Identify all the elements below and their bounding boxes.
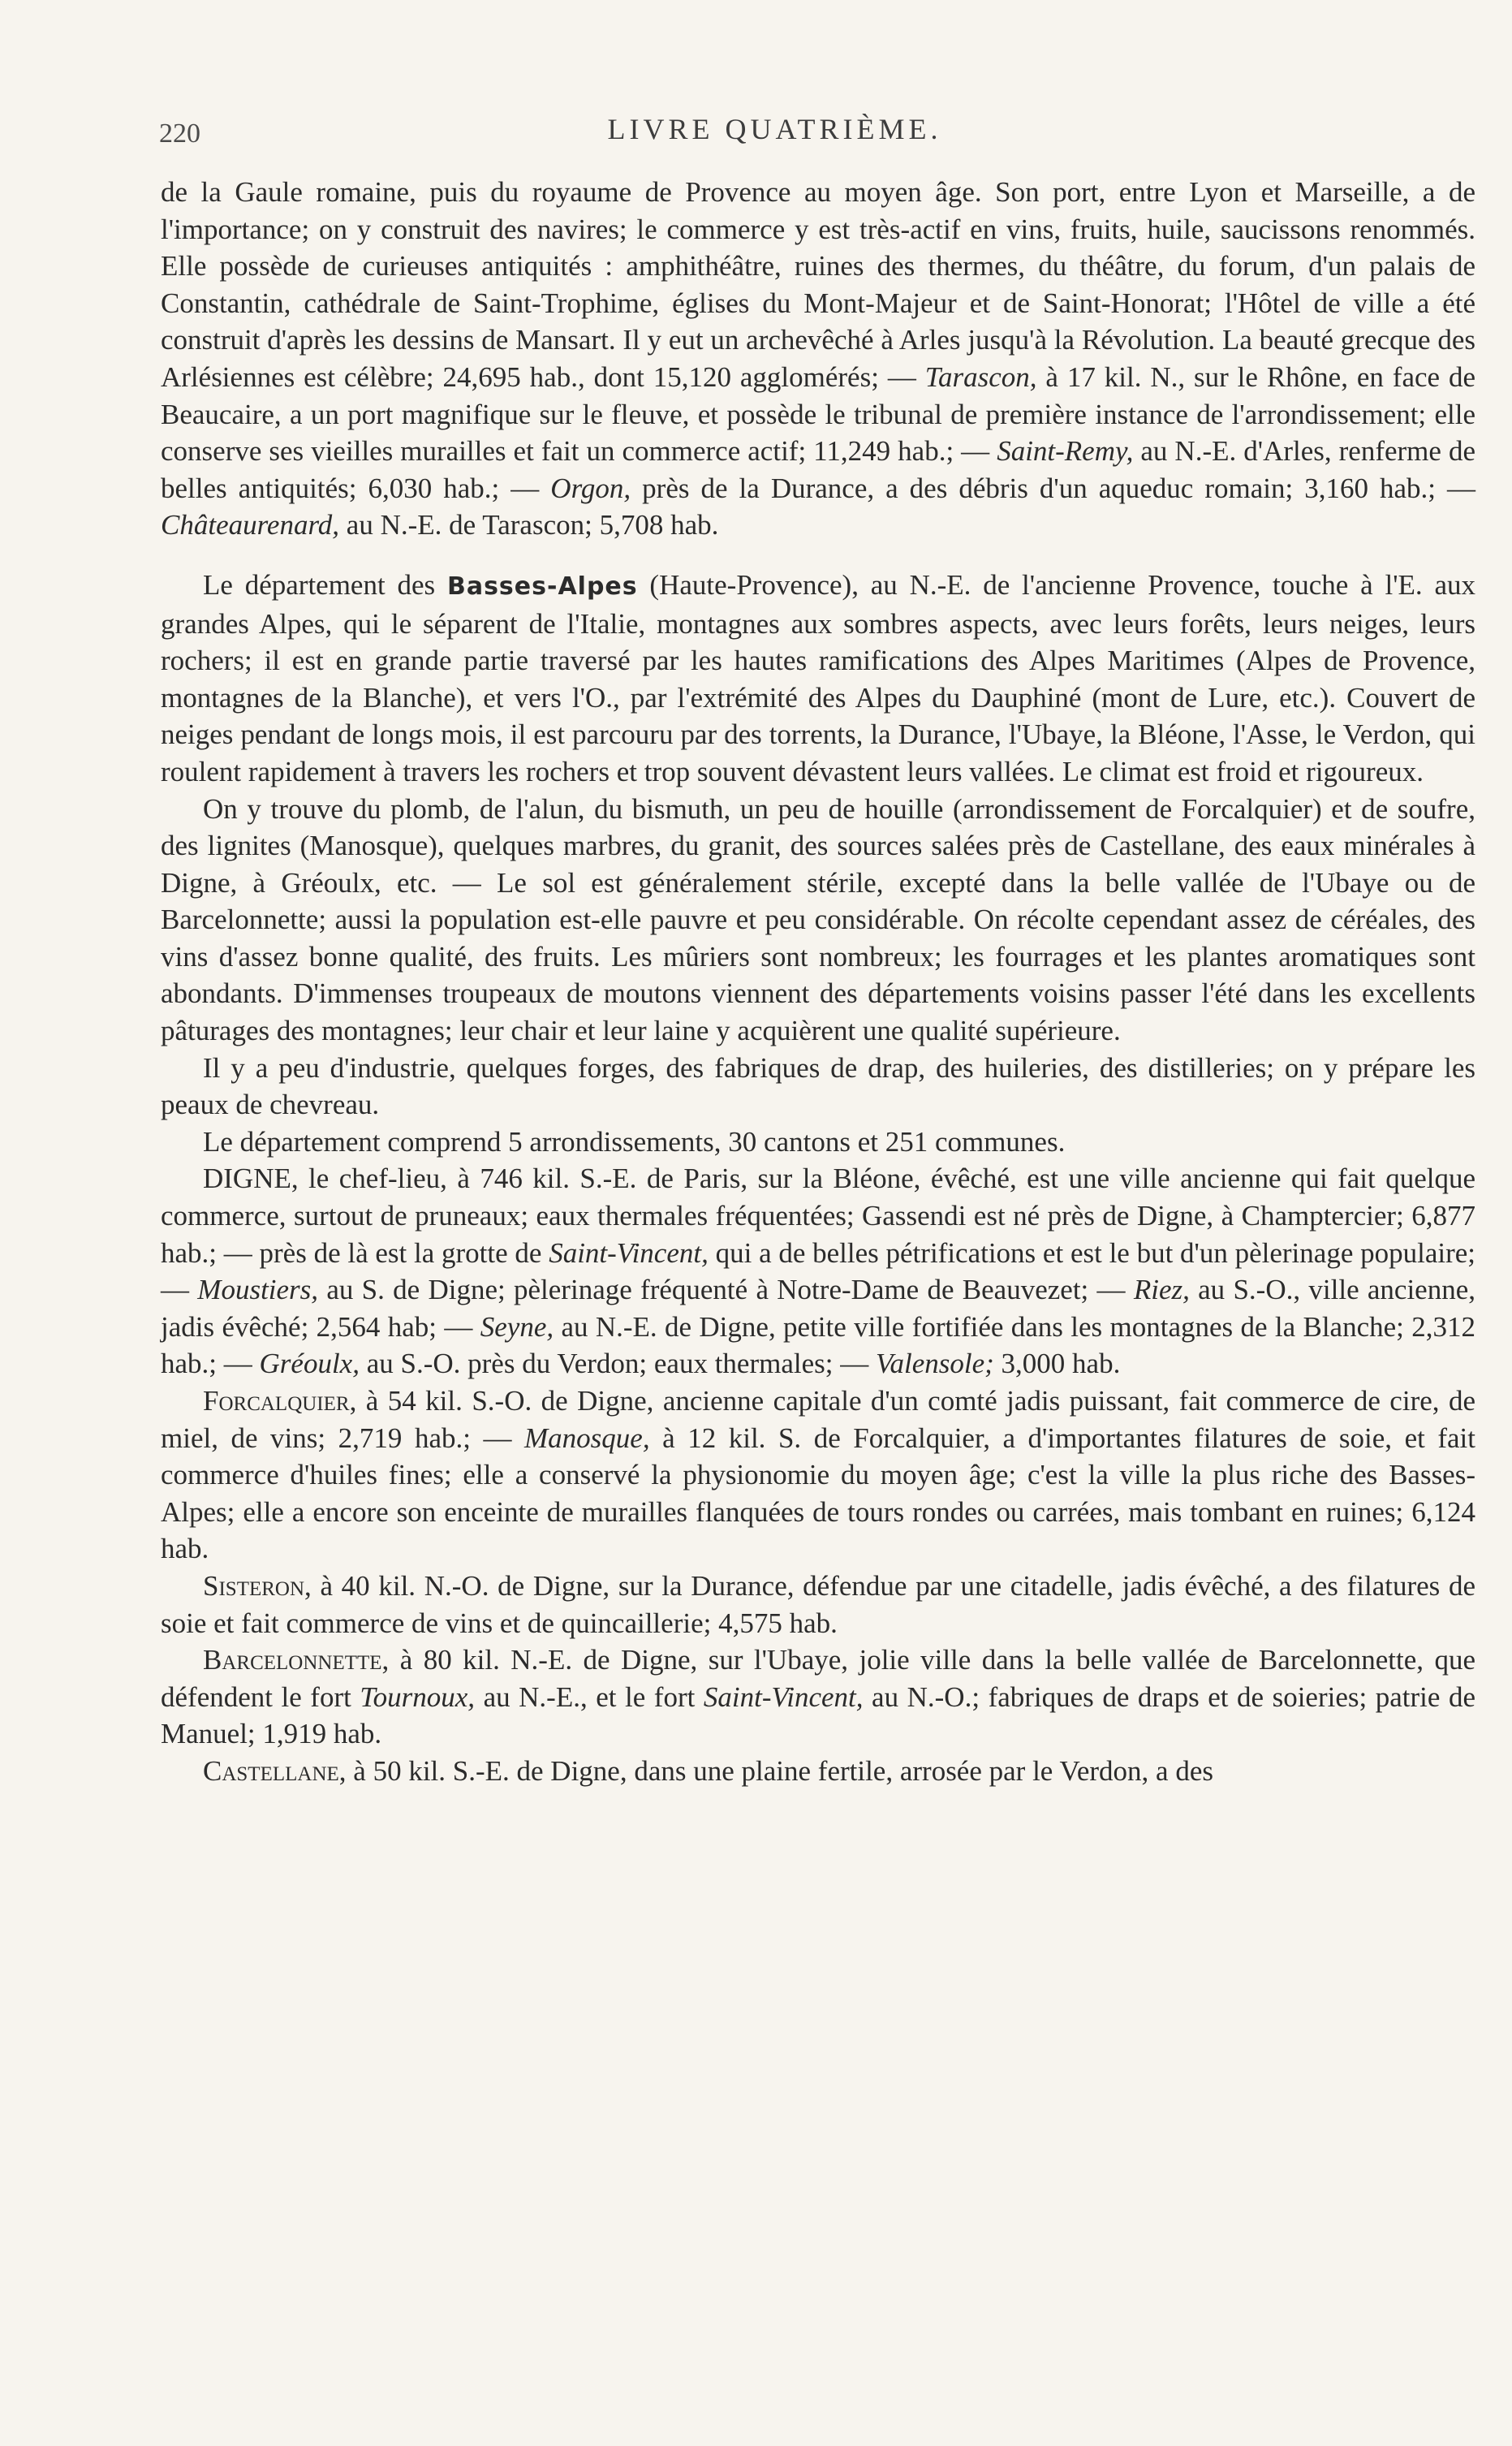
text-run: au N.-E. d'Arles, renferme de belles antiquités; 6,030 hab.; — <box>161 435 1475 504</box>
smallcaps-town-name: Sisteron <box>203 1569 305 1602</box>
paragraph <box>161 174 1475 544</box>
paragraph <box>161 1568 1475 1641</box>
italic-place-name: Saint-Vincent, <box>549 1236 709 1269</box>
paragraph <box>161 1383 1475 1568</box>
text-run: à 17 kil. N., sur le Rhône, en face de Beaucaire, a un port magnifique sur le fleuve, et possède le tribunal de première instance de l'arrondissement; elle conserve ses vieilles murailles et fait un commerce actif; 11,249 hab.; — <box>161 360 1475 468</box>
italic-place-name: Moustiers, <box>197 1274 319 1306</box>
text-run: au N.-E. de Digne, petite ville fortifiée dans les montagnes de la Blanche; 2,312 hab.; — <box>161 1310 1475 1380</box>
paragraph <box>161 791 1475 1050</box>
text-run: Le département des <box>203 568 447 601</box>
smallcaps-town-name: Castellane <box>203 1754 339 1787</box>
text-run: près de la Durance, a des débris d'un aqueduc romain; 3,160 hab.; — <box>631 472 1475 504</box>
page-header <box>159 112 1390 153</box>
italic-place-name: Tournoux, <box>360 1680 476 1713</box>
smallcaps-town-name: Barcelonnette <box>203 1644 382 1676</box>
page-number: 220 <box>159 119 200 149</box>
text-run: (Haute-Provence), au N.-E. de l'ancienne Provence, touche à l'E. aux grandes Alpes, qui le séparent de l'Italie, montagnes aux sombres aspects, avec leurs forêts, leurs neiges, leurs rochers; il est en grande partie traversé par les hautes ramifications des Alpes Maritimes (Alpes de Provence, montagnes de la Blanche), et vers l'O., par l'extrémité des Alpes du Dauphiné (mont de Lure, etc.). Couvert de neiges pendant de longs mois, il est parcouru par des torrents, la Durance, l'Ubaye, la Bléone, l'Asse, le Verdon, qui roulent rapidement à travers les rochers et trop souvent dévastent leurs vallées. Le climat est froid et rigoureux. <box>161 568 1475 787</box>
text-run: au S. de Digne; pèlerinage fréquenté à Notre-Dame de Beauvezet; — <box>318 1274 1134 1306</box>
text-run: qui a de belles pétrifications et est le but d'un pèlerinage populaire; — <box>161 1236 1475 1306</box>
text-run: 3,000 hab. <box>993 1348 1121 1380</box>
paragraph <box>161 1050 1475 1124</box>
paragraph <box>161 1753 1475 1790</box>
text-run: , à 54 kil. S.-O. de Digne, ancienne capitale d'un comté jadis puissant, fait commerce de cire, de miel, de vins; 2,719 hab.; — <box>161 1385 1475 1454</box>
italic-place-name: Tarascon, <box>924 360 1037 393</box>
text-run: de la Gaule romaine, puis du royaume de Provence au moyen âge. Son port, entre Lyon et Marseille, a de l'importance; on y construit des navires; le commerce y est très-actif en vins, fruits, huile, saucissons renommés. Elle possède de curieuses antiquités : amphithéâtre, ruines des thermes, du théâtre, du forum, d'un palais de Constantin, cathédrale de Saint-Trophime, églises du Mont-Majeur et de Saint-Honorat; l'Hôtel de ville a été construit d'après les dessins de Mansart. Il y eut un archevêché à Arles jusqu'à la Révolution. La beauté grecque des Arlésiennes est célèbre; 24,695 hab., dont 15,120 agglomérés; — <box>161 176 1475 393</box>
italic-place-name: Manosque, <box>524 1421 650 1454</box>
text-run: Il y a peu d'industrie, quelques forges, des fabriques de drap, des huileries, des distilleries; on y prépare les peaux de chevreau. <box>161 1051 1475 1121</box>
body-text <box>161 174 1475 1790</box>
text-run: , à 50 kil. S.-E. de Digne, dans une plaine fertile, arrosée par le Verdon, a des <box>338 1754 1213 1787</box>
italic-place-name: Saint-Vincent, <box>703 1680 864 1713</box>
running-title: LIVRE QUATRIÈME. <box>607 113 942 145</box>
italic-place-name: Gréoulx, <box>259 1348 360 1380</box>
italic-place-name: Riez, <box>1133 1274 1190 1306</box>
text-run: DIGNE, le chef-lieu, à 746 kil. S.-E. de Paris, sur la Bléone, évêché, est une ville ancienne qui fait quelque commerce, surtout de pruneaux; eaux thermales fréquentées; Gassendi est né près de Digne, à Champtercier; 6,877 hab.; — près de là est la grotte de <box>161 1163 1475 1269</box>
paragraph <box>161 567 1475 791</box>
paragraph <box>161 1124 1475 1161</box>
text-run: à 12 kil. S. de Forcalquier, a d'importantes filatures de soie, et fait commerce d'huiles fines; elle a conservé la physionomie du moyen âge; c'est la ville la plus riche des Basses-Alpes; elle a encore son enceinte de murailles flanquées de tours rondes ou carrées, mais tombant en ruines; 6,124 hab. <box>161 1421 1475 1565</box>
paragraph <box>161 1160 1475 1383</box>
italic-place-name: Orgon, <box>550 472 631 504</box>
bold-department-name: Basses-Alpes <box>446 572 638 601</box>
text-run: au N.-O.; fabriques de draps et de soieries; patrie de Manuel; 1,919 hab. <box>161 1680 1475 1750</box>
smallcaps-town-name: Forcalquier <box>203 1385 350 1417</box>
italic-place-name: Châteaurenard, <box>161 509 340 541</box>
italic-place-name: Seyne, <box>480 1310 554 1343</box>
italic-place-name: Valensole; <box>875 1348 994 1380</box>
text-run: au S.-O., ville ancienne, jadis évêché; 2,564 hab; — <box>161 1274 1476 1343</box>
text-run: au N.-E., et le fort <box>475 1680 704 1713</box>
text-run: , à 40 kil. N.-O. de Digne, sur la Durance, défendue par une citadelle, jadis évêché, a des filatures de soie et fait commerce de vins et de quincaillerie; 4,575 hab. <box>161 1569 1475 1639</box>
text-run: au N.-E. de Tarascon; 5,708 hab. <box>339 509 719 541</box>
text-run: , à 80 kil. N.-E. de Digne, sur l'Ubaye, jolie ville dans la belle vallée de Barcelonnette, que défendent le fort <box>161 1644 1475 1713</box>
text-run: On y trouve du plomb, de l'alun, du bismuth, un peu de houille (arrondissement de Forcalquier) et de soufre, des lignites (Manosque), quelques marbres, du granit, des sources salées près de Castellane, des eaux minérales à Digne, à Gréoulx, etc. — Le sol est généralement stérile, excepté dans la belle vallée de l'Ubaye ou de Barcelonnette; aussi la population est-elle pauvre et peu considérable. On récolte cependant assez de céréales, des vins d'assez bonne qualité, des fruits. Les mûriers sont nombreux; les fourrages et les plantes aromatiques sont abondants. D'immenses troupeaux de moutons viennent des départements voisins passer l'été dans les excellents pâturages des montagnes; leur chair et leur laine y acquièrent une qualité supérieure. <box>161 792 1475 1047</box>
paragraph <box>161 1641 1475 1753</box>
text-run: au S.-O. près du Verdon; eaux thermales; — <box>359 1348 876 1380</box>
italic-place-name: Saint-Remy, <box>997 435 1134 468</box>
text-run: Le département comprend 5 arrondissements, 30 cantons et 251 communes. <box>203 1125 1066 1158</box>
